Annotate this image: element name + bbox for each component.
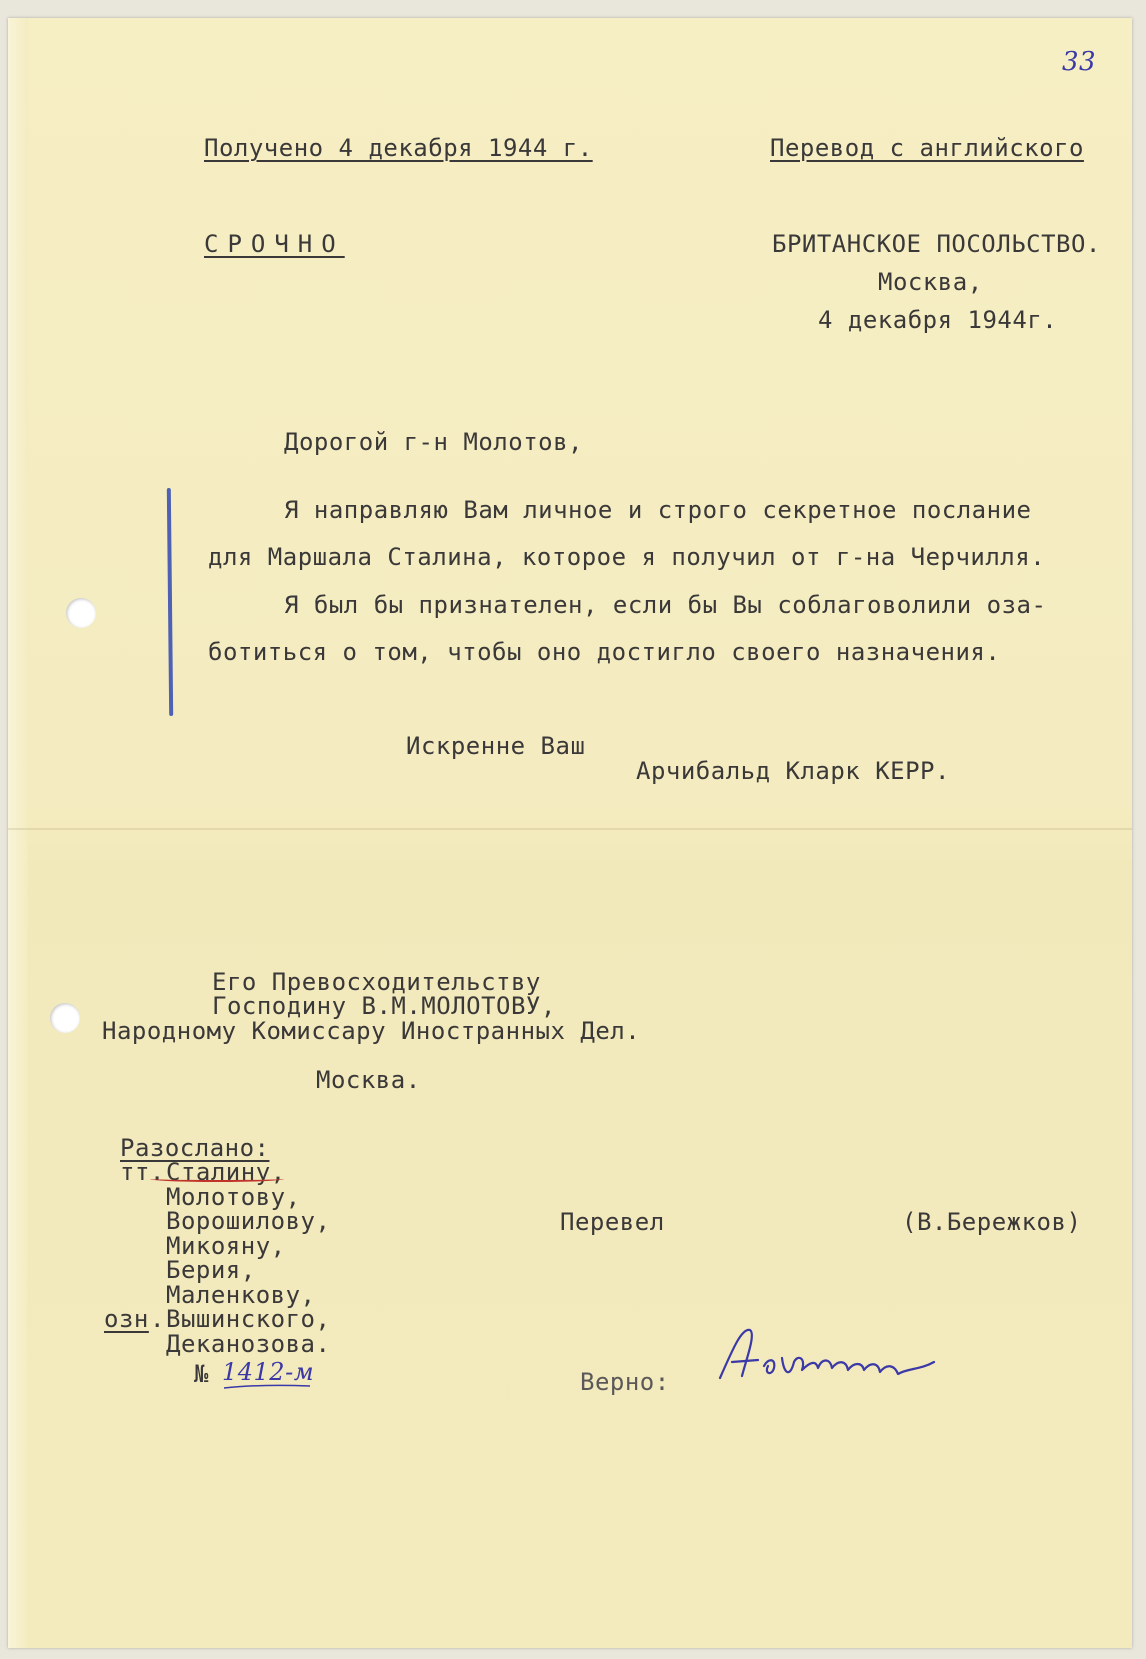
registration-underline	[222, 1352, 315, 1392]
ozn-name: Деканозова.	[166, 1330, 331, 1358]
addressee-line-3: Народному Комиссару Иностранных Дел.	[102, 1017, 641, 1045]
body-line-1: Я направляю Вам личное и строго секретное послание	[284, 496, 1032, 524]
page-number: 33	[1062, 47, 1097, 77]
verification-label: Верно:	[580, 1368, 670, 1396]
addressee-line-1: Его Превосходительству	[212, 968, 541, 996]
ozn-name: Вышинского,	[166, 1305, 331, 1333]
translator-name: (В.Бережков)	[902, 1208, 1082, 1236]
body-line-2: для Маршала Сталина, которое я получил от г-на Черчилля.	[208, 543, 1046, 571]
distribution-name: Микояну,	[166, 1232, 286, 1260]
letter-date: 4 декабря 1944г.	[818, 306, 1058, 334]
translator-label: Перевел	[560, 1208, 665, 1236]
red-pencil-underline	[150, 1176, 284, 1182]
handwritten-signature	[712, 1318, 942, 1388]
page-edge	[8, 18, 28, 1648]
sender-name: Арчибальд Кларк КЕРР.	[636, 757, 950, 785]
punch-hole-top	[66, 598, 96, 628]
body-line-4: ботиться о том, чтобы оно достигло своего назначения.	[208, 638, 1001, 666]
received-date: Получено 4 декабря 1944 г.	[204, 134, 593, 162]
translation-note: Перевод с английского	[770, 134, 1084, 162]
addressee-line-2: Господину В.М.МОЛОТОВУ,	[212, 992, 556, 1020]
ozn-label: озн	[104, 1305, 149, 1333]
document-page	[8, 18, 1132, 1648]
distribution-name: Маленкову,	[166, 1281, 316, 1309]
distribution-heading: Разослано:	[120, 1134, 270, 1162]
addressee-line-4: Москва.	[316, 1066, 421, 1094]
distribution-name: Ворошилову,	[166, 1207, 331, 1235]
distribution-name: Берия,	[166, 1256, 256, 1284]
registration-number-label: №	[194, 1360, 209, 1388]
body-line-3: Я был бы признателен, если бы Вы соблаговолили оза-	[284, 591, 1047, 619]
urgent-mark: СРОЧНО	[204, 230, 345, 258]
closing: Искренне Ваш	[406, 732, 586, 760]
distribution-name: Молотову,	[166, 1183, 301, 1211]
embassy-name: БРИТАНСКОЕ ПОСОЛЬСТВО.	[772, 230, 1101, 258]
punch-hole-bottom	[50, 1003, 80, 1033]
distribution-prefix: тт.	[120, 1158, 165, 1186]
fold-crease	[8, 828, 1132, 830]
distribution-name-first: Сталину,	[166, 1158, 286, 1186]
embassy-city: Москва,	[878, 268, 983, 296]
salutation: Дорогой г-н Молотов,	[284, 428, 583, 456]
registration-number: 1412-м	[222, 1358, 315, 1386]
ozn-dot: .	[150, 1305, 165, 1333]
